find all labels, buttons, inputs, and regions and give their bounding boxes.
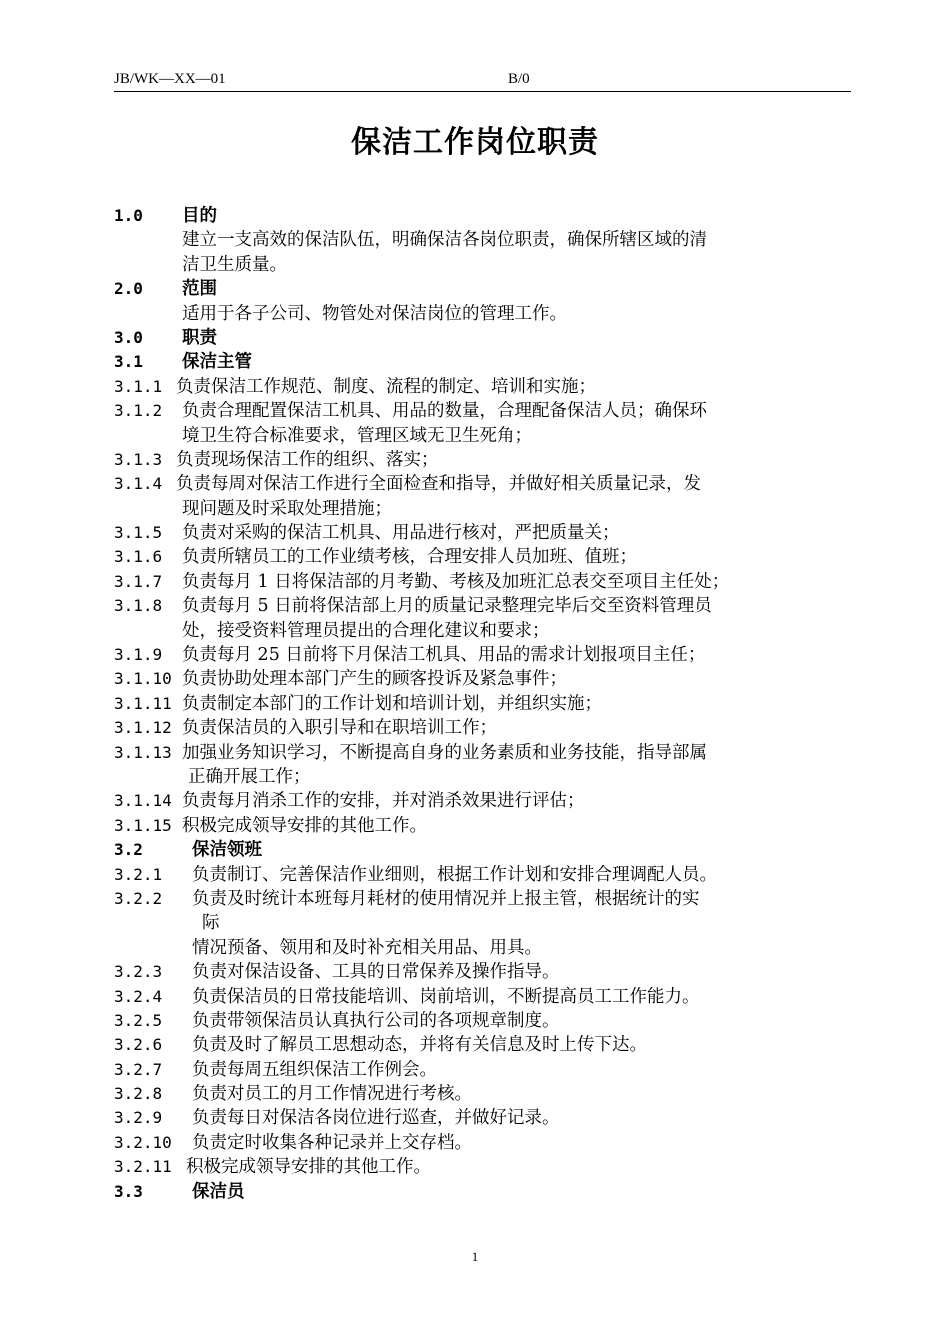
clause-line bbox=[114, 741, 859, 765]
clause-line bbox=[114, 911, 859, 935]
clause-number: 2.0 bbox=[114, 279, 143, 299]
clause-number: 3.2.7 bbox=[114, 1059, 163, 1079]
clause-number: 3.1.3 bbox=[114, 449, 163, 469]
clause-line bbox=[114, 887, 859, 911]
clause-number: 3.1.10 bbox=[114, 669, 172, 689]
clause-line bbox=[114, 302, 859, 326]
section-heading bbox=[114, 1180, 859, 1204]
clause-text: 负责每月 25 日前将下月保洁工机具、用品的需求计划报项目主任； bbox=[182, 645, 706, 666]
page-number: 1 bbox=[471, 1249, 479, 1264]
clause-line bbox=[114, 1082, 859, 1106]
section-heading bbox=[114, 838, 859, 862]
clause-text: 负责每月 1 日将保洁部的月考勤、考核及加班汇总表交至项目主任处； bbox=[182, 571, 730, 592]
clause-number: 3.2.5 bbox=[114, 1010, 163, 1030]
clause-text: 境卫生符合标准要求，管理区域无卫生死角； bbox=[182, 425, 532, 446]
clause-text: 负责每日对保洁各岗位进行巡查，并做好记录。 bbox=[192, 1108, 560, 1129]
clause-line bbox=[114, 789, 859, 813]
page-title: 保洁工作岗位职责 bbox=[351, 125, 599, 160]
clause-text: 负责每月 5 日前将保洁部上月的质量记录整理完毕后交至资料管理员 bbox=[182, 596, 712, 617]
clause-text: 处，接受资料管理员提出的合理化建议和要求； bbox=[182, 620, 550, 641]
clause-number: 3.2.9 bbox=[114, 1108, 163, 1128]
clause-line bbox=[114, 643, 859, 667]
clause-line bbox=[114, 1033, 859, 1057]
header-rule bbox=[114, 91, 851, 92]
clause-text: 负责每周五组织保洁工作例会。 bbox=[192, 1059, 437, 1080]
clause-line bbox=[114, 765, 859, 789]
clause-text: 负责合理配置保洁工机具、用品的数量，合理配备保洁人员；确保环 bbox=[182, 401, 707, 422]
clause-number: 3.1.11 bbox=[114, 693, 172, 713]
clause-line bbox=[114, 985, 859, 1009]
clause-number: 3.1.9 bbox=[114, 645, 163, 665]
clause-text: 建立一支高效的保洁队伍，明确保洁各岗位职责，确保所辖区域的清 bbox=[182, 230, 707, 251]
document-version: B/0 bbox=[508, 71, 530, 87]
clause-text: 加强业务知识学习，不断提高自身的业务素质和业务技能，指导部属 bbox=[182, 742, 707, 763]
clause-text: 负责对采购的保洁工机具、用品进行核对，严把质量关； bbox=[182, 523, 620, 544]
clause-text: 负责带领保洁员认真执行公司的各项规章制度。 bbox=[192, 1010, 560, 1031]
clause-text: 负责对保洁设备、工具的日常保养及操作指导。 bbox=[192, 962, 560, 983]
clause-text: 现问题及时采取处理措施； bbox=[182, 498, 392, 519]
clause-line bbox=[114, 716, 859, 740]
clause-text: 际 bbox=[202, 913, 220, 934]
clause-line bbox=[114, 667, 859, 691]
clause-text: 负责所辖员工的工作业绩考核，合理安排人员加班、值班； bbox=[182, 547, 637, 568]
document-code: JB/WK—XX—01 bbox=[114, 71, 226, 87]
clause-number: 3.0 bbox=[114, 327, 143, 347]
clause-text: 适用于各子公司、物管处对保洁岗位的管理工作。 bbox=[182, 303, 567, 324]
clause-line bbox=[114, 1155, 859, 1179]
section-title: 保洁员 bbox=[192, 1181, 245, 1202]
clause-number: 3.1.1 bbox=[114, 376, 163, 396]
clause-text: 负责每月消杀工作的安排，并对消杀效果进行评估； bbox=[182, 791, 585, 812]
clause-text: 负责及时了解员工思想动态，并将有关信息及时上传下达。 bbox=[192, 1035, 647, 1056]
section-title: 职责 bbox=[182, 327, 217, 348]
clause-number: 3.2.3 bbox=[114, 962, 163, 982]
clause-line bbox=[114, 692, 859, 716]
clause-number: 3.2.1 bbox=[114, 864, 163, 884]
section-title: 目的 bbox=[182, 206, 217, 226]
clause-line bbox=[114, 936, 859, 960]
clause-number: 3.2.8 bbox=[114, 1084, 163, 1104]
section-title: 范围 bbox=[182, 279, 217, 300]
section-title: 保洁主管 bbox=[182, 352, 252, 373]
clause-number: 3.1.6 bbox=[114, 547, 163, 567]
clause-line bbox=[114, 1106, 859, 1130]
clause-text: 积极完成领导安排的其他工作。 bbox=[182, 815, 427, 836]
clause-line bbox=[114, 253, 859, 277]
clause-number: 3.2.11 bbox=[114, 1157, 172, 1177]
section-heading bbox=[114, 277, 859, 301]
clause-number: 3.1.8 bbox=[114, 596, 163, 616]
clause-line bbox=[114, 570, 859, 594]
clause-text: 洁卫生质量。 bbox=[182, 254, 287, 275]
clause-number: 3.1.15 bbox=[114, 815, 172, 835]
clause-number: 3.1.13 bbox=[114, 742, 172, 762]
clause-text: 负责每周对保洁工作进行全面检查和指导，并做好相关质量记录，发 bbox=[176, 474, 701, 495]
clause-text: 负责保洁工作规范、制度、流程的制定、培训和实施； bbox=[176, 376, 596, 397]
document-body bbox=[114, 204, 859, 1204]
clause-text: 负责协助处理本部门产生的顾客投诉及紧急事件； bbox=[182, 669, 567, 690]
clause-text: 负责保洁员的日常技能培训、岗前培训，不断提高员工工作能力。 bbox=[192, 986, 700, 1007]
clause-line bbox=[114, 1131, 859, 1155]
clause-text: 积极完成领导安排的其他工作。 bbox=[186, 1157, 431, 1178]
section-heading bbox=[114, 350, 859, 374]
clause-number: 3.2.2 bbox=[114, 888, 163, 908]
clause-text: 负责制定本部门的工作计划和培训计划，并组织实施； bbox=[182, 693, 602, 714]
clause-number: 3.2.6 bbox=[114, 1035, 163, 1055]
clause-line bbox=[114, 960, 859, 984]
clause-text: 负责及时统计本班每月耗材的使用情况并上报主管，根据统计的实 bbox=[192, 888, 700, 909]
clause-line bbox=[114, 619, 859, 643]
section-heading bbox=[114, 204, 859, 228]
clause-text: 正确开展工作； bbox=[188, 766, 311, 787]
clause-text: 负责对员工的月工作情况进行考核。 bbox=[192, 1084, 472, 1105]
clause-number: 3.2.10 bbox=[114, 1132, 172, 1152]
clause-line bbox=[114, 1058, 859, 1082]
clause-line bbox=[114, 521, 859, 545]
clause-number: 3.2 bbox=[114, 840, 143, 860]
clause-line bbox=[114, 375, 859, 399]
clause-line bbox=[114, 594, 859, 618]
section-title: 保洁领班 bbox=[192, 840, 262, 861]
clause-number: 3.1.2 bbox=[114, 401, 163, 421]
clause-text: 负责制订、完善保洁作业细则，根据工作计划和安排合理调配人员。 bbox=[192, 864, 717, 885]
clause-line bbox=[114, 472, 859, 496]
clause-number: 3.3 bbox=[114, 1181, 143, 1201]
clause-number: 1.0 bbox=[114, 206, 143, 225]
clause-line bbox=[114, 814, 859, 838]
clause-line bbox=[114, 399, 859, 423]
clause-line bbox=[114, 424, 859, 448]
clause-line bbox=[114, 545, 859, 569]
clause-line bbox=[114, 1009, 859, 1033]
clause-text: 负责定时收集各种记录并上交存档。 bbox=[192, 1132, 472, 1153]
clause-number: 3.1.5 bbox=[114, 523, 163, 543]
clause-line bbox=[114, 497, 859, 521]
section-heading bbox=[114, 326, 859, 350]
clause-number: 3.1 bbox=[114, 352, 143, 372]
clause-line bbox=[114, 863, 859, 887]
clause-line bbox=[114, 448, 859, 472]
clause-number: 3.2.4 bbox=[114, 986, 163, 1006]
clause-text: 情况预备、领用和及时补充相关用品、用具。 bbox=[192, 937, 542, 958]
clause-number: 3.1.12 bbox=[114, 718, 172, 738]
clause-text: 负责现场保洁工作的组织、落实； bbox=[176, 449, 439, 470]
clause-line bbox=[114, 228, 859, 252]
clause-number: 3.1.4 bbox=[114, 474, 163, 494]
clause-number: 3.1.7 bbox=[114, 571, 163, 591]
clause-text: 负责保洁员的入职引导和在职培训工作； bbox=[182, 718, 497, 739]
clause-number: 3.1.14 bbox=[114, 791, 172, 811]
